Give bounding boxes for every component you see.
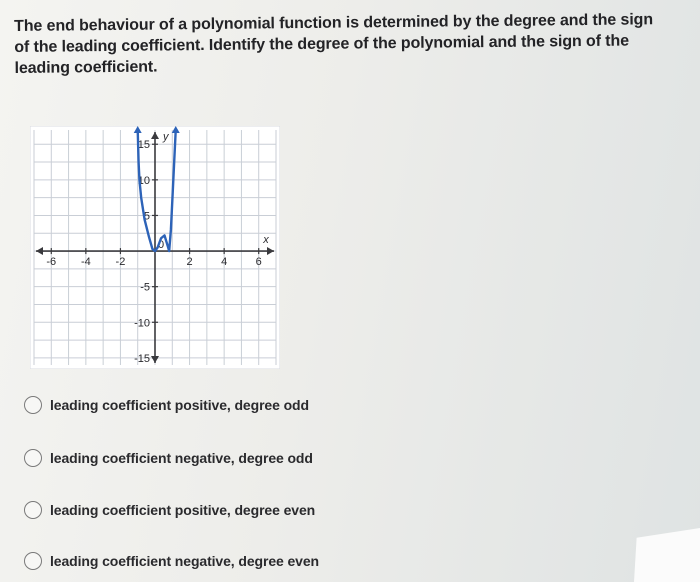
- option-negative-even[interactable]: [24, 552, 319, 570]
- y-tick-label: 5: [143, 210, 150, 223]
- x-tick-label: -4: [80, 256, 91, 269]
- x-axis-label: x: [263, 234, 269, 247]
- radio-button-icon[interactable]: [24, 552, 42, 570]
- x-tick-label: 6: [255, 256, 262, 269]
- option-positive-even[interactable]: [24, 501, 315, 519]
- x-tick-label: -2: [115, 256, 126, 269]
- radio-button-icon[interactable]: [24, 449, 42, 467]
- question-text: [14, 9, 695, 79]
- radio-button-icon[interactable]: [24, 501, 42, 519]
- x-tick-label: 2: [186, 256, 193, 269]
- x-tick-label: -6: [46, 256, 57, 269]
- paper-corner: [634, 528, 700, 582]
- question-line-1: The end behaviour of a polynomial function is determined by the degree and the sign: [14, 11, 654, 35]
- origin-label: 0: [158, 239, 165, 252]
- question-line-2: of the leading coefficient. Identify the degree of the polynomial and the sign of the: [14, 32, 630, 56]
- question-line-3: leading coefficient.: [14, 58, 158, 77]
- y-tick-label: 10: [137, 174, 150, 187]
- option-label: leading coefficient positive, degree odd: [50, 397, 309, 413]
- y-tick-label: -15: [134, 352, 150, 365]
- y-tick-label: 15: [137, 139, 150, 152]
- option-negative-odd[interactable]: [24, 449, 313, 467]
- y-axis-label: y: [163, 131, 169, 143]
- option-label: leading coefficient negative, degree odd: [50, 450, 313, 466]
- graph-svg: [30, 126, 280, 369]
- polynomial-graph: [30, 126, 280, 369]
- option-label: leading coefficient negative, degree even: [50, 553, 319, 569]
- y-tick-label: -5: [140, 281, 150, 294]
- y-tick-label: -10: [134, 317, 150, 330]
- option-positive-odd[interactable]: [24, 396, 309, 414]
- radio-button-icon[interactable]: [24, 396, 42, 414]
- option-label: leading coefficient positive, degree even: [50, 502, 316, 518]
- x-tick-label: 4: [221, 256, 228, 269]
